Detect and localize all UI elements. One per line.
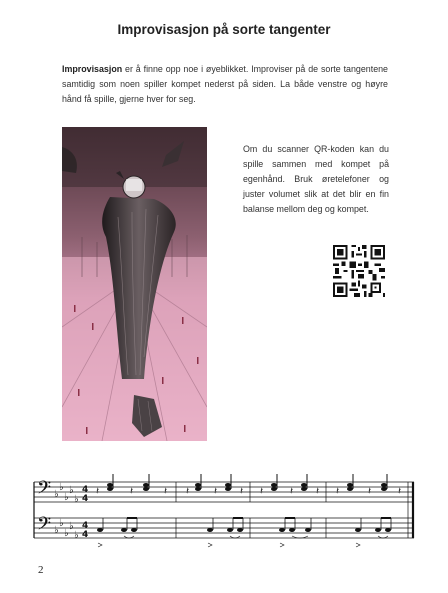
svg-text:𝄽: 𝄽 [214, 486, 218, 497]
svg-text:4: 4 [82, 530, 89, 540]
svg-text:♭: ♭ [54, 489, 59, 500]
svg-text:𝄢: 𝄢 [37, 514, 52, 539]
svg-text:𝄽: 𝄽 [186, 486, 190, 497]
svg-text:𝄽: 𝄽 [130, 486, 134, 497]
svg-text:♭: ♭ [69, 485, 74, 496]
svg-text:♭: ♭ [64, 492, 69, 503]
svg-text:𝄢: 𝄢 [37, 478, 52, 503]
svg-text:♭: ♭ [69, 521, 74, 532]
svg-text:♭: ♭ [74, 530, 79, 541]
accompaniment-score [28, 470, 420, 550]
bass-clef-icon [37, 478, 51, 539]
svg-text:𝄽: 𝄽 [336, 486, 340, 497]
svg-text:𝄽: 𝄽 [240, 486, 244, 497]
svg-text:𝄽: 𝄽 [368, 486, 372, 497]
intro-lead-word: Improvisasjon [62, 64, 123, 74]
page-number: 2 [38, 564, 44, 576]
svg-text:𝄽: 𝄽 [398, 486, 402, 497]
svg-text:𝄽: 𝄽 [290, 486, 294, 497]
surreal-figure-illustration [62, 127, 207, 441]
svg-text:𝄽: 𝄽 [260, 486, 264, 497]
svg-text:♭: ♭ [74, 494, 79, 505]
svg-text:♭: ♭ [59, 518, 64, 529]
svg-text:4: 4 [82, 485, 89, 495]
qr-code-icon[interactable] [333, 245, 385, 297]
intro-paragraph [62, 62, 388, 107]
qr-instructions-text: Om du scanner QR-koden kan du spille sammen med kompet på egenhånd. Bruk øretelefoner og juster volumet slik at det blir en fin balanse mellom deg og kompet. [243, 144, 389, 214]
svg-text:♭: ♭ [59, 482, 64, 493]
svg-text:4: 4 [82, 494, 89, 504]
svg-text:♭: ♭ [54, 525, 59, 536]
svg-text:4: 4 [82, 521, 89, 531]
intro-body-text: er å finne opp noe i øyeblikket. Improviser på de sorte tangentene samtidig som noen spiller kompet nederst på siden. La både venstre og høyre hånd få spille, gjerne hver for seg. [62, 64, 388, 104]
svg-text:𝄽: 𝄽 [96, 486, 100, 497]
svg-text:♭: ♭ [64, 528, 69, 539]
page-title: Improvisasjon på sorte tangenter [117, 22, 331, 37]
svg-text:𝄽: 𝄽 [316, 486, 320, 497]
svg-text:𝄽: 𝄽 [164, 486, 168, 497]
